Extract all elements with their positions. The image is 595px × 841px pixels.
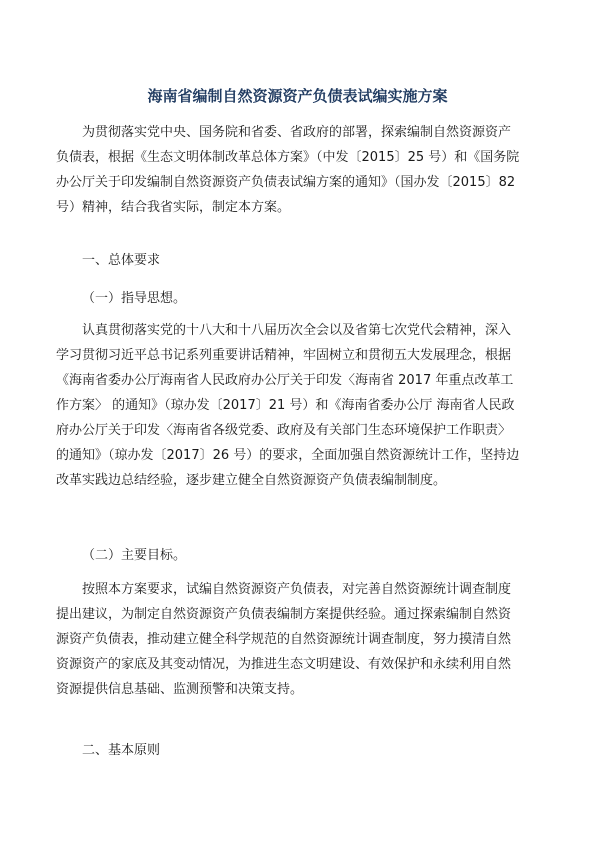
paragraph-line: 资源资产的家底及其变动情况，为推进生态文明建设、有效保护和永续利用自然 (56, 657, 512, 672)
paragraph-line: 办公厅关于印发编制自然资源资产负债表试编方案的通知》（国办发〔2015〕82 (56, 175, 516, 190)
subsection-heading-main-goals: （二）主要目标。 (82, 548, 187, 563)
subsection-heading-guiding-thought: （一）指导思想。 (82, 291, 187, 306)
intro-paragraph (56, 120, 556, 220)
paragraph-line: 按照本方案要求，试编自然资源资产负债表，对完善自然资源统计调查制度 (82, 582, 512, 597)
paragraph-line: 号）精神，结合我省实际，制定本方案。 (56, 200, 291, 215)
paragraph-line: 《海南省委办公厅海南省人民政府办公厅关于印发〈海南省 2017 年重点改革工 (56, 373, 514, 388)
paragraph-line: 认真贯彻落实党的十八大和十八届历次全会以及省第七次党代会精神，深入 (82, 323, 512, 338)
paragraph-line: 为贯彻落实党中央、国务院和省委、省政府的部署，探索编制自然资源资产 (82, 125, 512, 140)
paragraph-line: 资源提供信息基础、监测预警和决策支持。 (56, 682, 304, 697)
paragraph-line: 源资产负债表，推动建立健全科学规范的自然资源统计调查制度，努力摸清自然 (56, 632, 512, 647)
document-title: 海南省编制自然资源资产负债表试编实施方案 (147, 87, 448, 105)
main-goals-paragraph (56, 577, 556, 702)
paragraph-line: 府办公厅关于印发〈海南省各级党委、政府及有关部门生态环境保护工作职责〉 (56, 423, 512, 438)
section-heading-overall-requirements: 一、总体要求 (82, 253, 161, 268)
paragraph-line: 改革实践边总结经验，逐步建立健全自然资源资产负债表编制制度。 (56, 473, 447, 488)
paragraph-line: 的通知》（琼办发〔2017〕26 号）的要求，全面加强自然资源统计工作，坚持边 (56, 448, 520, 463)
paragraph-line: 提出建议，为制定自然资源资产负债表编制方案提供经验。通过探索编制自然资 (56, 607, 512, 622)
section-heading-basic-principles: 二、基本原则 (82, 743, 161, 758)
paragraph-line: 学习贯彻习近平总书记系列重要讲话精神，牢固树立和贯彻五大发展理念，根据 (56, 348, 512, 363)
guiding-thought-paragraph (56, 318, 556, 493)
paragraph-line: 负债表，根据《生态文明体制改革总体方案》（中发〔2015〕25 号）和《国务院 (56, 150, 520, 165)
paragraph-line: 作方案〉 的通知》（琼办发〔2017〕21 号）和《海南省委办公厅 海南省人民政 (56, 398, 515, 413)
